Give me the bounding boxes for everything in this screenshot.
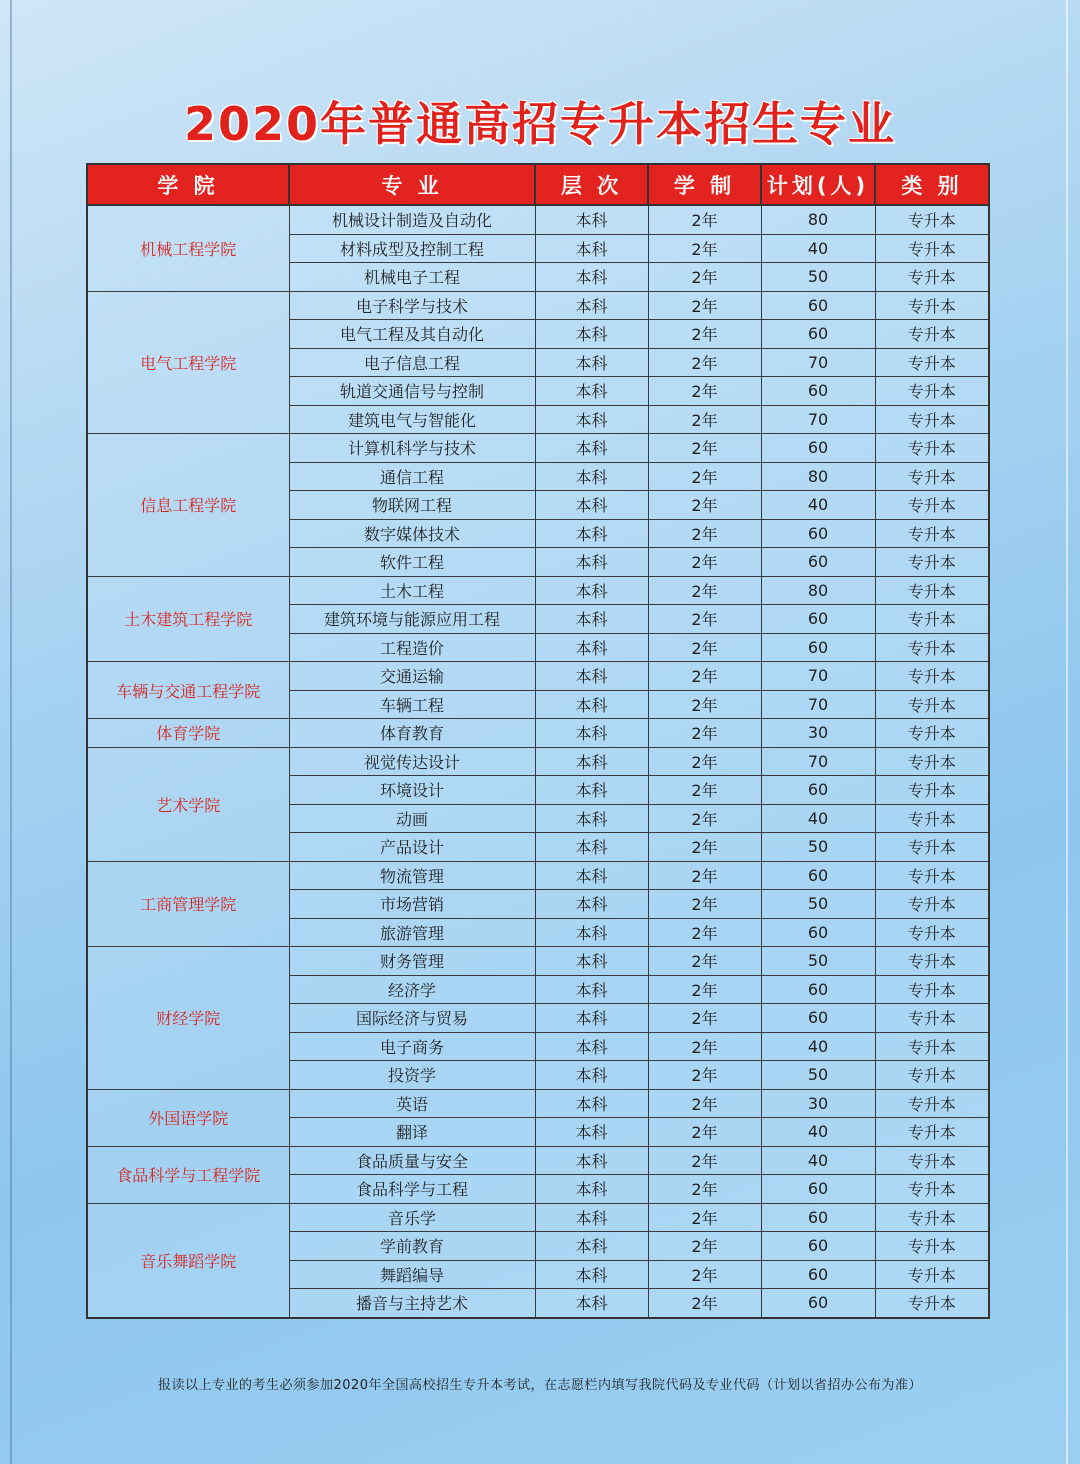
plan-cell: 80 [761, 205, 875, 234]
duration-cell: 2年 [648, 605, 761, 634]
category-cell: 专升本 [875, 861, 989, 890]
major-cell: 体育教育 [289, 719, 535, 748]
level-cell: 本科 [535, 234, 648, 263]
category-cell: 专升本 [875, 491, 989, 520]
level-cell: 本科 [535, 633, 648, 662]
duration-cell: 2年 [648, 320, 761, 349]
plan-cell: 50 [761, 890, 875, 919]
level-cell: 本科 [535, 890, 648, 919]
level-cell: 本科 [535, 747, 648, 776]
plan-cell: 40 [761, 1146, 875, 1175]
category-cell: 专升本 [875, 662, 989, 691]
category-cell: 专升本 [875, 1175, 989, 1204]
category-cell: 专升本 [875, 234, 989, 263]
plan-cell: 60 [761, 975, 875, 1004]
plan-cell: 80 [761, 576, 875, 605]
category-cell: 专升本 [875, 434, 989, 463]
duration-cell: 2年 [648, 1061, 761, 1090]
college-cell: 工商管理学院 [87, 861, 289, 947]
college-cell: 食品科学与工程学院 [87, 1146, 289, 1203]
duration-cell: 2年 [648, 747, 761, 776]
plan-cell: 70 [761, 690, 875, 719]
duration-cell: 2年 [648, 377, 761, 406]
duration-cell: 2年 [648, 205, 761, 234]
header-category: 类 别 [875, 164, 989, 205]
duration-cell: 2年 [648, 576, 761, 605]
plan-cell: 40 [761, 804, 875, 833]
category-cell: 专升本 [875, 947, 989, 976]
plan-cell: 60 [761, 377, 875, 406]
college-cell: 体育学院 [87, 719, 289, 748]
category-cell: 专升本 [875, 1289, 989, 1318]
level-cell: 本科 [535, 1260, 648, 1289]
plan-cell: 80 [761, 462, 875, 491]
level-cell: 本科 [535, 491, 648, 520]
category-cell: 专升本 [875, 1203, 989, 1232]
level-cell: 本科 [535, 1004, 648, 1033]
plan-cell: 40 [761, 234, 875, 263]
major-cell: 食品科学与工程 [289, 1175, 535, 1204]
major-cell: 市场营销 [289, 890, 535, 919]
plan-cell: 60 [761, 434, 875, 463]
college-cell: 信息工程学院 [87, 434, 289, 577]
major-cell: 工程造价 [289, 633, 535, 662]
level-cell: 本科 [535, 1289, 648, 1318]
table-row [87, 1203, 989, 1232]
duration-cell: 2年 [648, 918, 761, 947]
table-row [87, 1146, 989, 1175]
major-cell: 产品设计 [289, 833, 535, 862]
category-cell: 专升本 [875, 519, 989, 548]
table-row [87, 719, 989, 748]
table-row [87, 205, 989, 234]
plan-cell: 60 [761, 605, 875, 634]
major-cell: 音乐学 [289, 1203, 535, 1232]
plan-cell: 60 [761, 776, 875, 805]
category-cell: 专升本 [875, 1061, 989, 1090]
level-cell: 本科 [535, 1089, 648, 1118]
level-cell: 本科 [535, 291, 648, 320]
college-cell: 音乐舞蹈学院 [87, 1203, 289, 1318]
plan-cell: 60 [761, 918, 875, 947]
plan-cell: 40 [761, 491, 875, 520]
major-cell: 机械设计制造及自动化 [289, 205, 535, 234]
plan-cell: 60 [761, 1175, 875, 1204]
duration-cell: 2年 [648, 462, 761, 491]
college-cell: 车辆与交通工程学院 [87, 662, 289, 719]
duration-cell: 2年 [648, 519, 761, 548]
duration-cell: 2年 [648, 719, 761, 748]
plan-cell: 60 [761, 1232, 875, 1261]
major-cell: 交通运输 [289, 662, 535, 691]
major-cell: 舞蹈编导 [289, 1260, 535, 1289]
category-cell: 专升本 [875, 205, 989, 234]
category-cell: 专升本 [875, 462, 989, 491]
duration-cell: 2年 [648, 291, 761, 320]
header-level: 层 次 [535, 164, 648, 205]
major-cell: 物联网工程 [289, 491, 535, 520]
duration-cell: 2年 [648, 662, 761, 691]
enrollment-table [86, 163, 990, 1319]
table-row [87, 1089, 989, 1118]
header-major: 专 业 [289, 164, 535, 205]
plan-cell: 60 [761, 1260, 875, 1289]
category-cell: 专升本 [875, 605, 989, 634]
category-cell: 专升本 [875, 548, 989, 577]
major-cell: 电气工程及其自动化 [289, 320, 535, 349]
plan-cell: 60 [761, 519, 875, 548]
plan-cell: 70 [761, 662, 875, 691]
plan-cell: 60 [761, 548, 875, 577]
major-cell: 食品质量与安全 [289, 1146, 535, 1175]
category-cell: 专升本 [875, 576, 989, 605]
header-duration: 学 制 [648, 164, 761, 205]
category-cell: 专升本 [875, 405, 989, 434]
table-row [87, 434, 989, 463]
plan-cell: 30 [761, 719, 875, 748]
plan-cell: 40 [761, 1032, 875, 1061]
plan-cell: 50 [761, 263, 875, 292]
major-cell: 英语 [289, 1089, 535, 1118]
plan-cell: 70 [761, 747, 875, 776]
major-cell: 电子商务 [289, 1032, 535, 1061]
major-cell: 软件工程 [289, 548, 535, 577]
category-cell: 专升本 [875, 719, 989, 748]
duration-cell: 2年 [648, 1032, 761, 1061]
college-cell: 外国语学院 [87, 1089, 289, 1146]
header-plan: 计划(人) [761, 164, 875, 205]
major-cell: 土木工程 [289, 576, 535, 605]
duration-cell: 2年 [648, 1289, 761, 1318]
level-cell: 本科 [535, 1175, 648, 1204]
category-cell: 专升本 [875, 1004, 989, 1033]
college-cell: 土木建筑工程学院 [87, 576, 289, 662]
level-cell: 本科 [535, 205, 648, 234]
major-cell: 国际经济与贸易 [289, 1004, 535, 1033]
level-cell: 本科 [535, 975, 648, 1004]
category-cell: 专升本 [875, 291, 989, 320]
level-cell: 本科 [535, 462, 648, 491]
category-cell: 专升本 [875, 804, 989, 833]
category-cell: 专升本 [875, 348, 989, 377]
major-cell: 通信工程 [289, 462, 535, 491]
duration-cell: 2年 [648, 633, 761, 662]
duration-cell: 2年 [648, 1260, 761, 1289]
level-cell: 本科 [535, 719, 648, 748]
duration-cell: 2年 [648, 1203, 761, 1232]
duration-cell: 2年 [648, 434, 761, 463]
major-cell: 材料成型及控制工程 [289, 234, 535, 263]
table-row [87, 576, 989, 605]
duration-cell: 2年 [648, 833, 761, 862]
level-cell: 本科 [535, 1118, 648, 1147]
duration-cell: 2年 [648, 1004, 761, 1033]
level-cell: 本科 [535, 1146, 648, 1175]
college-cell: 艺术学院 [87, 747, 289, 861]
table-row [87, 947, 989, 976]
level-cell: 本科 [535, 662, 648, 691]
category-cell: 专升本 [875, 975, 989, 1004]
duration-cell: 2年 [648, 1232, 761, 1261]
level-cell: 本科 [535, 776, 648, 805]
footnote: 报读以上专业的考生必须参加2020年全国高校招生专升本考试，在志愿栏内填写我院代码及专业代码（计划以省招办公布为准） [157, 1378, 923, 1393]
right-frame-line [1066, 0, 1068, 1464]
major-cell: 学前教育 [289, 1232, 535, 1261]
major-cell: 轨道交通信号与控制 [289, 377, 535, 406]
major-cell: 经济学 [289, 975, 535, 1004]
level-cell: 本科 [535, 576, 648, 605]
major-cell: 建筑环境与能源应用工程 [289, 605, 535, 634]
duration-cell: 2年 [648, 1146, 761, 1175]
duration-cell: 2年 [648, 348, 761, 377]
category-cell: 专升本 [875, 1260, 989, 1289]
plan-cell: 60 [761, 291, 875, 320]
category-cell: 专升本 [875, 263, 989, 292]
level-cell: 本科 [535, 519, 648, 548]
major-cell: 机械电子工程 [289, 263, 535, 292]
level-cell: 本科 [535, 320, 648, 349]
level-cell: 本科 [535, 947, 648, 976]
left-frame-line [10, 0, 12, 1464]
major-cell: 计算机科学与技术 [289, 434, 535, 463]
major-cell: 建筑电气与智能化 [289, 405, 535, 434]
category-cell: 专升本 [875, 633, 989, 662]
plan-cell: 30 [761, 1089, 875, 1118]
category-cell: 专升本 [875, 890, 989, 919]
duration-cell: 2年 [648, 947, 761, 976]
category-cell: 专升本 [875, 690, 989, 719]
duration-cell: 2年 [648, 975, 761, 1004]
plan-cell: 70 [761, 405, 875, 434]
level-cell: 本科 [535, 918, 648, 947]
table-row [87, 291, 989, 320]
level-cell: 本科 [535, 1032, 648, 1061]
plan-cell: 50 [761, 1061, 875, 1090]
duration-cell: 2年 [648, 405, 761, 434]
major-cell: 动画 [289, 804, 535, 833]
plan-cell: 60 [761, 861, 875, 890]
level-cell: 本科 [535, 605, 648, 634]
duration-cell: 2年 [648, 690, 761, 719]
college-cell: 财经学院 [87, 947, 289, 1090]
major-cell: 视觉传达设计 [289, 747, 535, 776]
major-cell: 环境设计 [289, 776, 535, 805]
category-cell: 专升本 [875, 918, 989, 947]
duration-cell: 2年 [648, 804, 761, 833]
category-cell: 专升本 [875, 747, 989, 776]
level-cell: 本科 [535, 377, 648, 406]
major-cell: 数字媒体技术 [289, 519, 535, 548]
major-cell: 旅游管理 [289, 918, 535, 947]
category-cell: 专升本 [875, 1232, 989, 1261]
duration-cell: 2年 [648, 1118, 761, 1147]
category-cell: 专升本 [875, 1089, 989, 1118]
table-row [87, 861, 989, 890]
plan-cell: 40 [761, 1118, 875, 1147]
table-row [87, 662, 989, 691]
plan-cell: 70 [761, 348, 875, 377]
duration-cell: 2年 [648, 234, 761, 263]
duration-cell: 2年 [648, 263, 761, 292]
plan-cell: 60 [761, 633, 875, 662]
duration-cell: 2年 [648, 776, 761, 805]
table-row [87, 747, 989, 776]
major-cell: 投资学 [289, 1061, 535, 1090]
plan-cell: 50 [761, 833, 875, 862]
level-cell: 本科 [535, 861, 648, 890]
major-cell: 电子信息工程 [289, 348, 535, 377]
major-cell: 物流管理 [289, 861, 535, 890]
major-cell: 财务管理 [289, 947, 535, 976]
header-college: 学 院 [87, 164, 289, 205]
level-cell: 本科 [535, 348, 648, 377]
major-cell: 电子科学与技术 [289, 291, 535, 320]
table-body [87, 205, 989, 1318]
plan-cell: 60 [761, 320, 875, 349]
category-cell: 专升本 [875, 1118, 989, 1147]
category-cell: 专升本 [875, 776, 989, 805]
level-cell: 本科 [535, 1203, 648, 1232]
level-cell: 本科 [535, 405, 648, 434]
plan-cell: 60 [761, 1203, 875, 1232]
duration-cell: 2年 [648, 491, 761, 520]
level-cell: 本科 [535, 804, 648, 833]
college-cell: 电气工程学院 [87, 291, 289, 434]
major-cell: 播音与主持艺术 [289, 1289, 535, 1318]
page-title: 2020年普通高招专升本招生专业 [183, 97, 897, 151]
duration-cell: 2年 [648, 1175, 761, 1204]
duration-cell: 2年 [648, 548, 761, 577]
major-cell: 翻译 [289, 1118, 535, 1147]
category-cell: 专升本 [875, 1146, 989, 1175]
duration-cell: 2年 [648, 890, 761, 919]
plan-cell: 60 [761, 1004, 875, 1033]
level-cell: 本科 [535, 690, 648, 719]
level-cell: 本科 [535, 434, 648, 463]
duration-cell: 2年 [648, 861, 761, 890]
category-cell: 专升本 [875, 833, 989, 862]
duration-cell: 2年 [648, 1089, 761, 1118]
category-cell: 专升本 [875, 320, 989, 349]
level-cell: 本科 [535, 548, 648, 577]
plan-cell: 50 [761, 947, 875, 976]
college-cell: 机械工程学院 [87, 205, 289, 291]
level-cell: 本科 [535, 263, 648, 292]
level-cell: 本科 [535, 833, 648, 862]
level-cell: 本科 [535, 1061, 648, 1090]
category-cell: 专升本 [875, 1032, 989, 1061]
table-header-row [87, 164, 989, 205]
level-cell: 本科 [535, 1232, 648, 1261]
major-cell: 车辆工程 [289, 690, 535, 719]
plan-cell: 60 [761, 1289, 875, 1318]
category-cell: 专升本 [875, 377, 989, 406]
